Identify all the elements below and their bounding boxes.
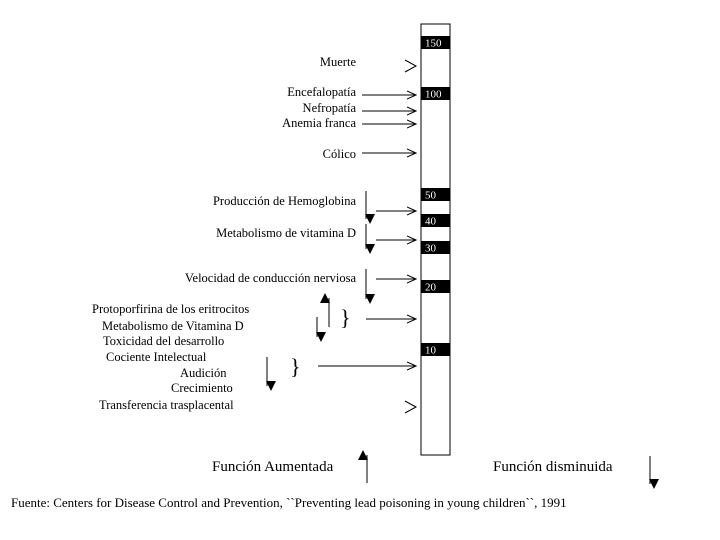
label-anemia: Anemia franca	[282, 116, 356, 130]
label-audicion: Audición	[180, 366, 227, 380]
label-hemoglobina: Producción de Hemoglobina	[212, 194, 356, 208]
legend-decreased-label: Función disminuida	[493, 459, 613, 475]
label-transferencia: Transferencia trasplacental	[99, 398, 234, 412]
label-conduccion: Velocidad de conducción nerviosa	[184, 271, 356, 285]
tick-label-100: 100	[425, 88, 442, 101]
label-vitamina-d-2: Metabolismo de Vitamina D	[102, 319, 244, 333]
chevron-icon	[405, 60, 416, 72]
label-muerte: Muerte	[319, 55, 356, 69]
label-crecimiento: Crecimiento	[171, 381, 233, 395]
tick-label-150: 150	[425, 37, 442, 50]
tick-label-10: 10	[425, 344, 436, 357]
legend-increased-label: Función Aumentada	[212, 459, 334, 475]
label-vitamina-d-1: Metabolismo de vitamina D	[216, 226, 356, 240]
tick-label-30: 30	[425, 242, 436, 255]
brace-icon: }	[340, 305, 351, 330]
label-cociente: Cociente Intelectual	[106, 350, 207, 364]
brace-icon: }	[290, 354, 301, 379]
label-encefalopatia: Encefalopatía	[287, 85, 356, 99]
source-citation: Fuente: Centers for Disease Control and Prevention, ``Preventing lead poisoning in young children``, 1991	[11, 495, 567, 510]
tick-label-20: 20	[425, 281, 436, 294]
label-colico: Cólico	[322, 147, 356, 161]
tick-label-50: 50	[425, 189, 436, 202]
label-protoporfirina: Protoporfirina de los eritrocitos	[92, 302, 250, 316]
tick-label-40: 40	[425, 215, 436, 228]
label-toxicidad: Toxicidad del desarrollo	[103, 334, 225, 348]
chevron-icon	[405, 401, 416, 413]
label-nefropatia: Nefropatía	[302, 101, 356, 115]
